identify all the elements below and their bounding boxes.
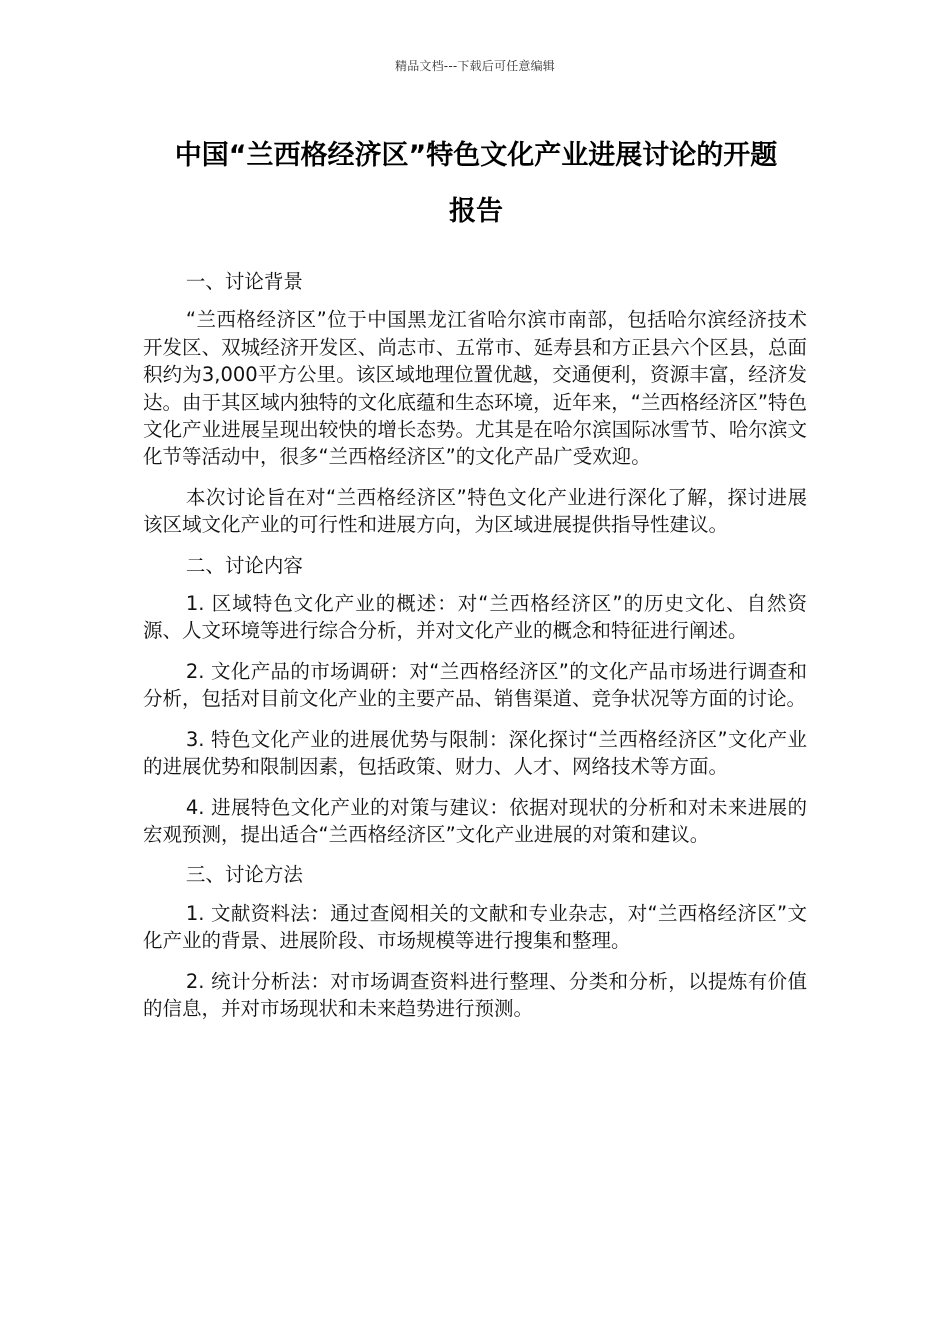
section-heading-content: 二、讨论内容 — [185, 553, 303, 577]
paragraph-background: “兰西格经济区”位于中国黑龙江省哈尔滨市南部，包括哈尔滨经济技术开发区、双城经济开发区、尚志市、五常市、延寿县和方正县六个区县，总面积约为3,000平方公里。该区域地理位置优越，交通便利，资源丰富，经济发达。由于其区域内独特的文化底蕴和生态环境，近年来，“兰西格经济区”特色文化产业进展呈现出较快的增长态势。尤其是在哈尔滨国际冰雪节、哈尔滨文化节等活动中，很多“兰西格经济区”的文化产品广受欢迎。 — [143, 308, 807, 469]
header-note: 精品文档---下载后可任意编辑 — [395, 59, 555, 73]
document-title — [140, 128, 812, 240]
document-body — [143, 268, 807, 1035]
method-item-1: 1. 文献资料法：通过查阅相关的文献和专业杂志，对“兰西格经济区”文化产业的背景、进展阶段、市场规模等进行搜集和整理。 — [143, 901, 807, 953]
content-item-3: 3. 特色文化产业的进展优势与限制：深化探讨“兰西格经济区”文化产业的进展优势和限制因素，包括政策、财力、人才、网络技术等方面。 — [143, 727, 807, 779]
title-line-1: 中国“兰西格经济区”特色文化产业进展讨论的开题 — [174, 140, 778, 171]
method-item-2: 2. 统计分析法：对市场调查资料进行整理、分类和分析，以提炼有价值的信息，并对市场现状和未来趋势进行预测。 — [143, 969, 807, 1020]
content-item-4: 4. 进展特色文化产业的对策与建议：依据对现状的分析和对未来进展的宏观预测，提出适合“兰西格经济区”文化产业进展的对策和建议。 — [143, 795, 807, 846]
content-item-2: 2. 文化产品的市场调研：对“兰西格经济区”的文化产品市场进行调查和分析，包括对目前文化产业的主要产品、销售渠道、竞争状况等方面的讨论。 — [143, 659, 807, 711]
content-item-1: 1. 区域特色文化产业的概述：对“兰西格经济区”的历史文化、自然资源、人文环境等进行综合分析，并对文化产业的概念和特征进行阐述。 — [143, 592, 807, 643]
title-line-2: 报告 — [449, 196, 503, 227]
section-heading-methods: 三、讨论方法 — [185, 863, 303, 887]
section-heading-background: 一、讨论背景 — [185, 270, 303, 293]
paragraph-purpose: 本次讨论旨在对“兰西格经济区”特色文化产业进行深化了解，探讨进展该区域文化产业的可行性和进展方向，为区域进展提供指导性建议。 — [143, 485, 807, 537]
